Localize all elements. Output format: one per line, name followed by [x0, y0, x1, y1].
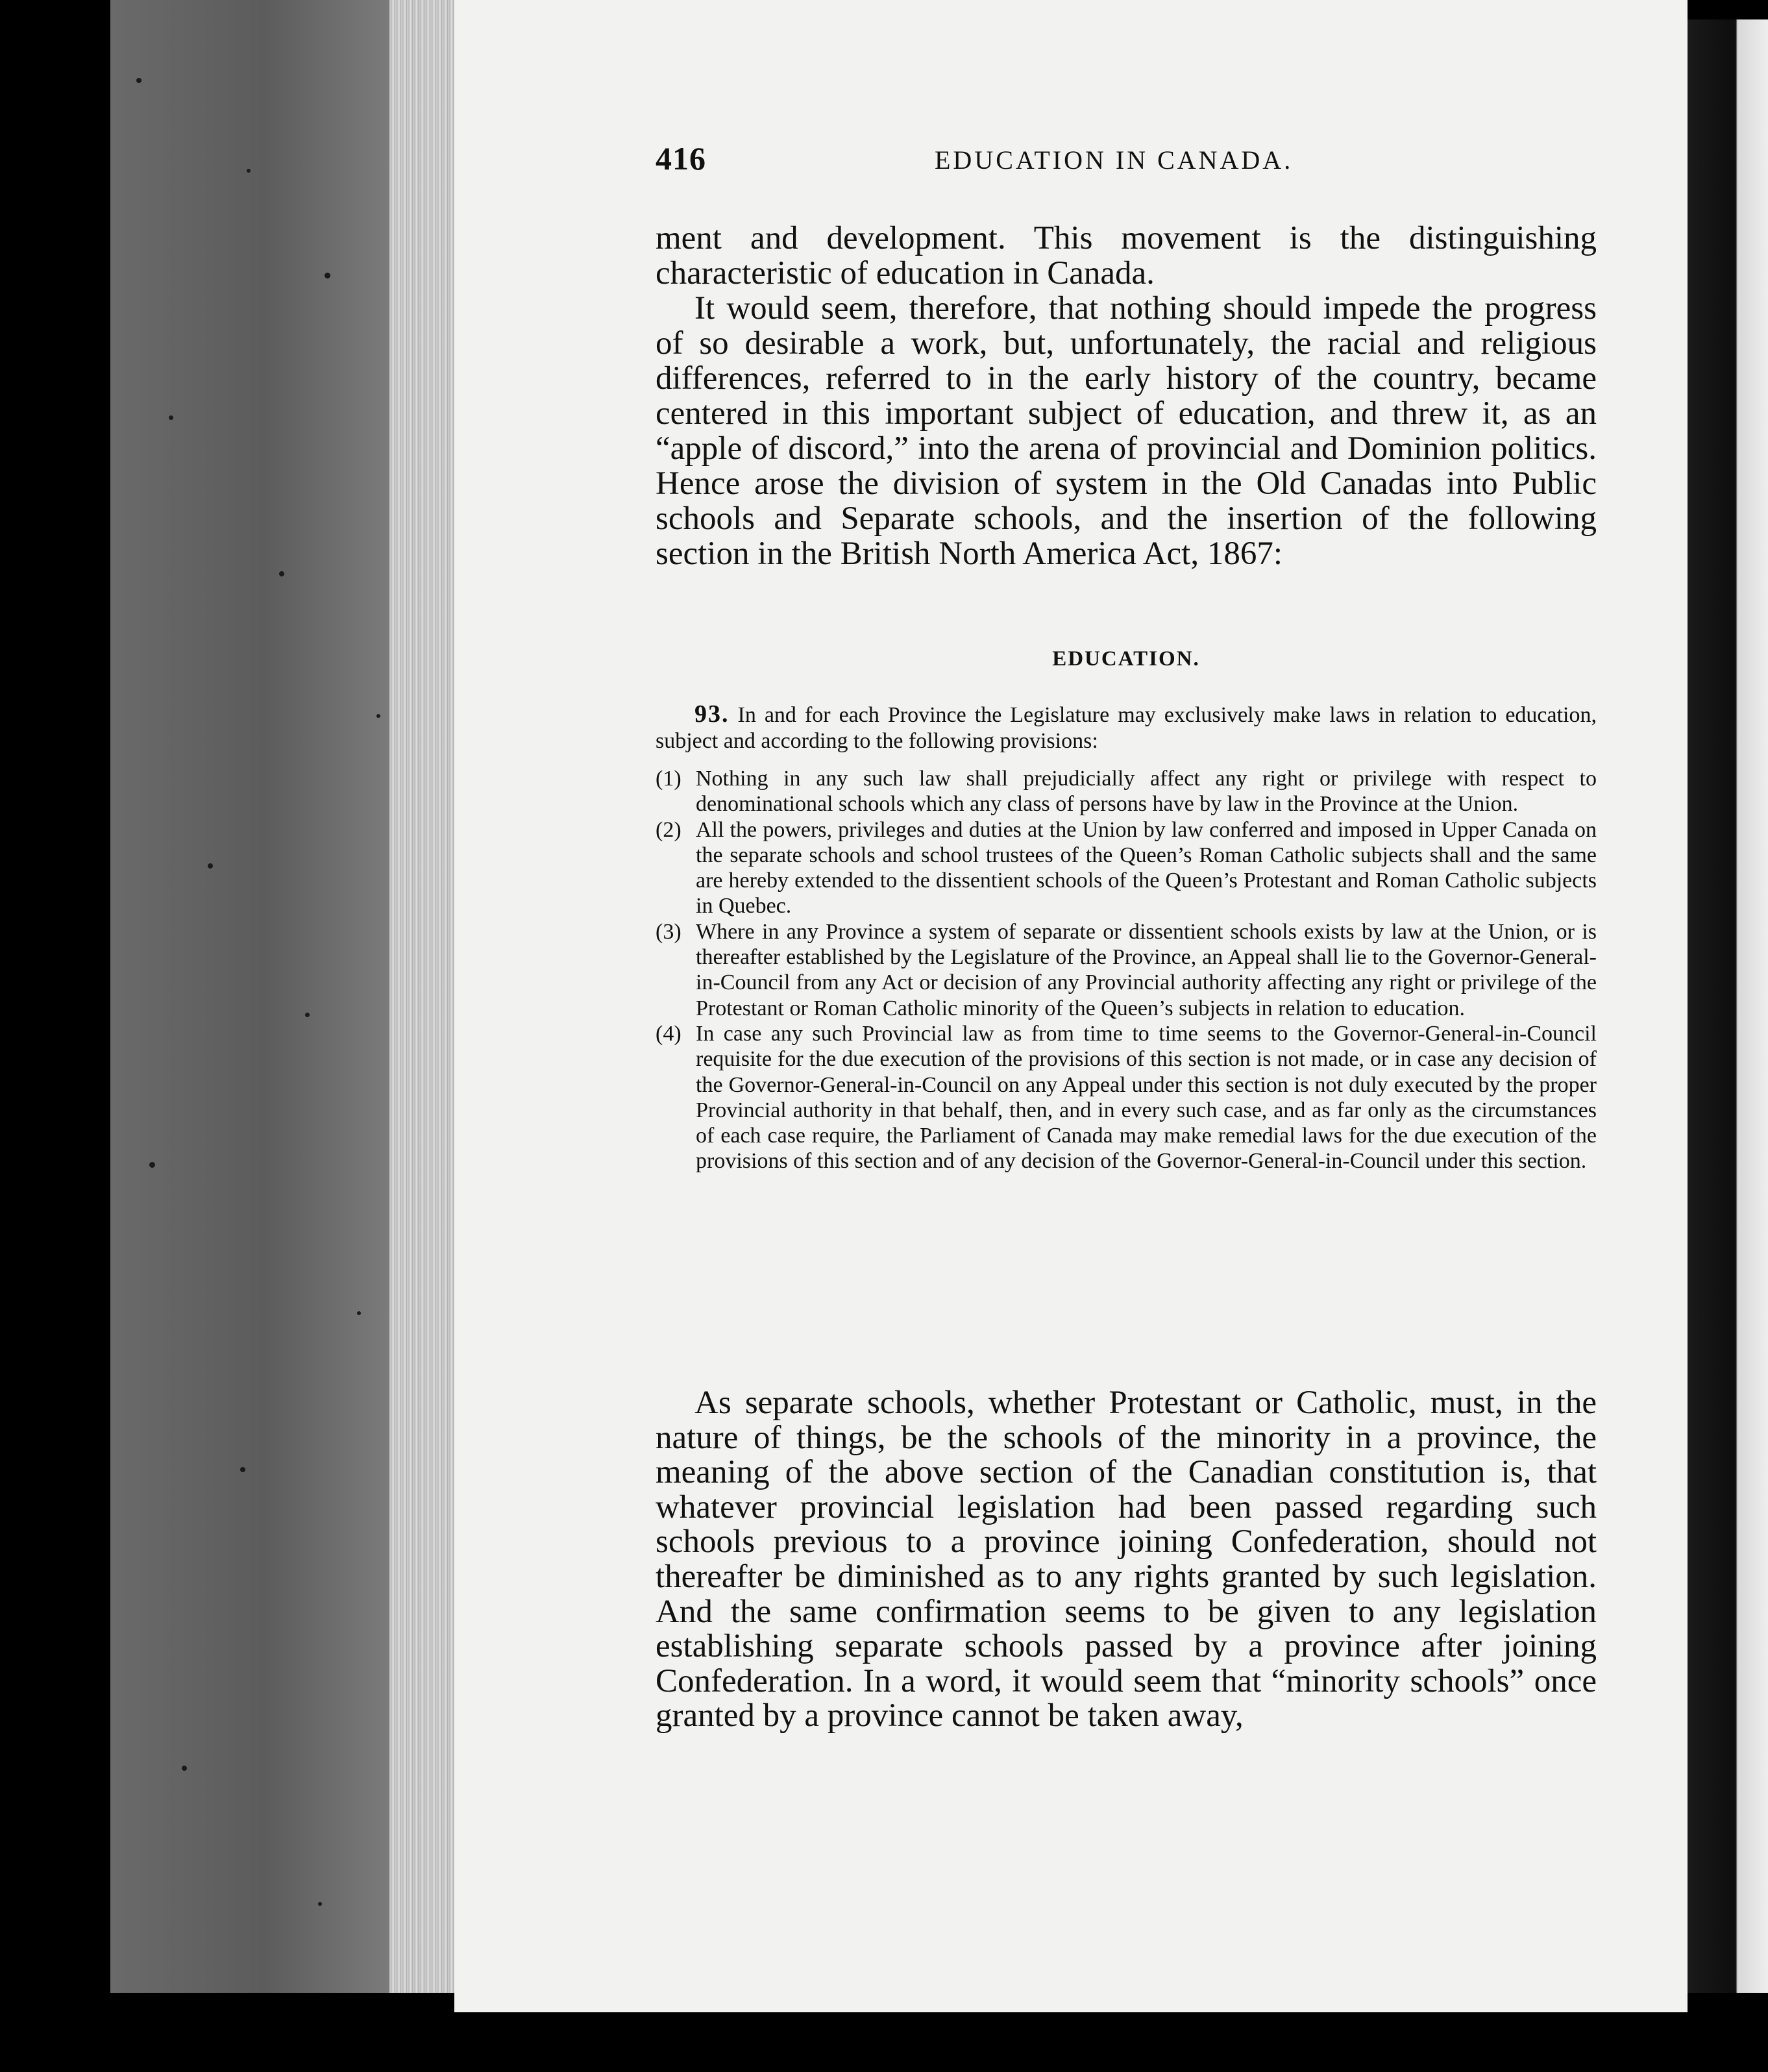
paragraph-2: It would seem, therefore, that nothing should impede the progress of so desirable a work, but, unfortunately, the racial and religious differences, referred to in the early history of the country, became centered in this important subject of education, and threw it, as an “apple of discord,” into the arena of provincial and Dominion politics. Hence arose the division of system in the Old Canadas into Public schools and Separate schools, and the insertion of the following section in the British North America Act, 1867: — [656, 290, 1597, 572]
page-edge-speckle — [240, 1467, 245, 1472]
provision-text: Nothing in any such law shall prejudicially affect any right or privilege with respect to denominational schools which any class of persons have by law in the Province at the Union. — [696, 767, 1597, 817]
provision-number: (3) — [656, 919, 681, 944]
page-edge-speckle — [305, 1013, 310, 1017]
page-edge-speckle — [279, 571, 284, 576]
page-edge-speckle — [208, 863, 213, 869]
page-number: 416 — [656, 140, 706, 177]
page-edge-speckle — [325, 273, 330, 278]
provisions-list — [656, 766, 1597, 1174]
provision-number: (4) — [656, 1021, 681, 1046]
page-edge-speckle — [318, 1902, 322, 1906]
provision-item — [656, 1021, 1597, 1174]
section-text: In and for each Province the Legislature may exclusively make laws in relation to education, subject and according to the following provisions: — [656, 703, 1597, 753]
page-edge-speckle — [169, 415, 173, 420]
act-section-93 — [656, 701, 1597, 754]
provision-item — [656, 817, 1597, 919]
provision-number: (1) — [656, 767, 681, 791]
page-edge-speckle — [357, 1311, 361, 1315]
provision-number: (2) — [656, 817, 681, 842]
page-edge-speckle — [247, 169, 251, 173]
page-edge-speckle — [136, 78, 141, 83]
paragraph-3: As separate schools, whether Protestant or Catholic, must, in the nature of things, be the schools of the minority in a province, the meaning of the above section of the Canadian constitution is, that whatever provincial legislation had been passed regarding such schools previous to a province joining Confederation, should not thereafter be diminished as to any rights granted by such legislation. And the same confirmation seems to be given to any legislation establishing separate schools passed by a province after joining Confederation. In a word, it would seem that “minority schools” once granted by a province cannot be taken away, — [656, 1385, 1597, 1734]
page-edge-speckle — [149, 1162, 155, 1168]
running-title: EDUCATION IN CANADA. — [935, 145, 1294, 175]
provision-item — [656, 766, 1597, 817]
provision-text: Where in any Province a system of separate or dissentient schools exists by law at the Union, or is thereafter established by the Legislature of the Province, an Appeal shall lie to the Governor-General-in-Council from any Act or decision of any Provincial authority affecting any right or privilege of the Protestant or Roman Catholic minority of the Queen’s subjects in relation to education. — [696, 919, 1597, 1020]
provision-text: All the powers, privileges and duties at the Union by law conferred and imposed in Upper Canada on the separate schools and school trustees of the Queen’s Roman Catholic subjects shall and the same are hereby extended to the dissentient schools of the Queen’s Protestant and Roman Catholic subjects in Quebec. — [696, 817, 1597, 919]
page-edge-stripes — [389, 0, 454, 1993]
section-number: 93. — [694, 700, 730, 728]
right-page-gutter — [1688, 19, 1768, 1993]
provision-text: In case any such Provincial law as from time to time seems to the Governor-General-in-Council requisite for the due execution of the provisions of this section is not made, or in case any decision of the Governor-General-in-Council on any Appeal under this section is not duly executed by the proper Provincial authority in that behalf, then, and in every such case, and as far only as the circumstances of each case require, the Parliament of Canada may make remedial laws for the due execution of the provisions of this section and of any decision of the Governor-General-in-Council under this section. — [696, 1021, 1597, 1174]
act-section-heading: EDUCATION. — [1052, 647, 1200, 671]
page-edge-speckle — [182, 1766, 187, 1771]
provision-item — [656, 919, 1597, 1021]
page-edge-speckle — [376, 714, 380, 718]
paragraph-1: ment and development. This movement is the distinguishing characteristic of education in Canada. — [656, 220, 1597, 291]
running-head — [656, 140, 1590, 185]
